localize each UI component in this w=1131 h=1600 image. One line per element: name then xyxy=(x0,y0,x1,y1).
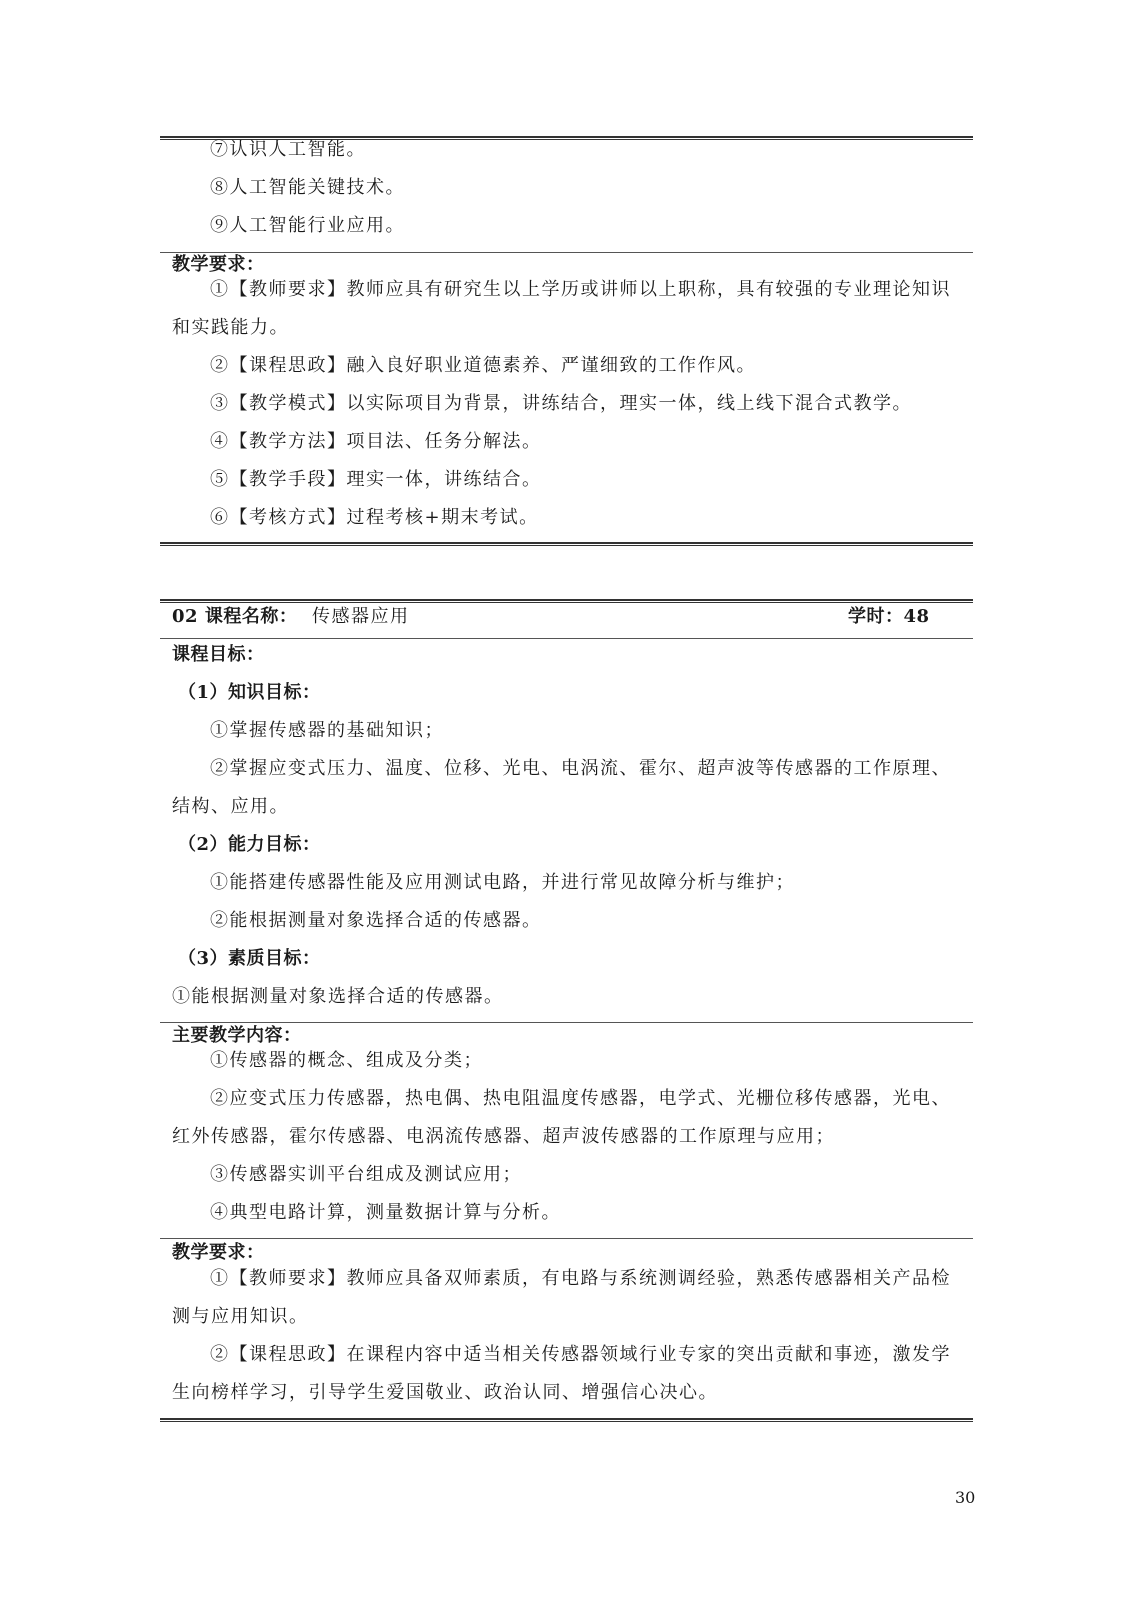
table-bottom-border xyxy=(160,542,973,546)
ability-goal-2: ②能根据测量对象选择合适的传感器。 xyxy=(210,910,542,931)
content-item-8: ⑧人工智能关键技术。 xyxy=(210,177,405,198)
knowledge-goals-heading: （1）知识目标： xyxy=(178,682,321,703)
course-name: 传感器应用 xyxy=(312,606,410,627)
requirement-1-line1: ①【教师要求】教师应具有研究生以上学历或讲师以上职称，具有较强的专业理论知识 xyxy=(210,279,951,300)
requirement-3: ③【教学模式】以实际项目为背景，讲练结合，理实一体，线上线下混合式教学。 xyxy=(210,393,912,414)
ability-goals-heading: （2）能力目标： xyxy=(178,834,321,855)
content-item-1: ①传感器的概念、组成及分类； xyxy=(210,1050,483,1071)
knowledge-goal-2-line2: 结构、应用。 xyxy=(172,796,289,817)
content-item-3: ③传感器实训平台组成及测试应用； xyxy=(210,1164,522,1185)
teaching-requirements-heading: 教学要求： xyxy=(172,254,265,275)
content-item-7: ⑦认识人工智能。 xyxy=(210,139,366,160)
course-hours: 学时：48 xyxy=(848,606,930,627)
page-number: 30 xyxy=(955,1488,976,1507)
ability-goal-1: ①能搭建传感器性能及应用测试电路，并进行常见故障分析与维护； xyxy=(210,872,795,893)
requirement-2: ②【课程思政】融入良好职业道德素养、严谨细致的工作作风。 xyxy=(210,355,756,376)
section-divider xyxy=(160,1238,973,1239)
requirement-5: ⑤【教学手段】理实一体，讲练结合。 xyxy=(210,469,542,490)
requirement-1-line2: 测与应用知识。 xyxy=(172,1306,309,1327)
requirement-6: ⑥【考核方式】过程考核+期末考试。 xyxy=(210,507,539,528)
content-item-2-line1: ②应变式压力传感器，热电偶、热电阻温度传感器，电学式、光栅位移传感器，光电、 xyxy=(210,1088,951,1109)
content-item-9: ⑨人工智能行业应用。 xyxy=(210,215,405,236)
section-divider xyxy=(160,638,973,639)
course-goals-heading: 课程目标： xyxy=(172,644,265,665)
requirement-1-line1: ①【教师要求】教师应具备双师素质，有电路与系统测调经验，熟悉传感器相关产品检 xyxy=(210,1268,951,1289)
content-item-2-line2: 红外传感器，霍尔传感器、电涡流传感器、超声波传感器的工作原理与应用； xyxy=(172,1126,835,1147)
table-top-border xyxy=(160,599,973,603)
table-bottom-border xyxy=(160,1418,973,1422)
knowledge-goal-1: ①掌握传感器的基础知识； xyxy=(210,720,444,741)
requirement-2-line2: 生向榜样学习，引导学生爱国敬业、政治认同、增强信心决心。 xyxy=(172,1382,718,1403)
requirement-2-line1: ②【课程思政】在课程内容中适当相关传感器领域行业专家的突出贡献和事迹，激发学 xyxy=(210,1344,951,1365)
knowledge-goal-2-line1: ②掌握应变式压力、温度、位移、光电、电涡流、霍尔、超声波等传感器的工作原理、 xyxy=(210,758,951,779)
content-item-4: ④典型电路计算，测量数据计算与分析。 xyxy=(210,1202,561,1223)
main-content-heading: 主要教学内容： xyxy=(172,1025,302,1046)
teaching-requirements-heading: 教学要求： xyxy=(172,1242,265,1263)
course-name-label: 02 课程名称： xyxy=(172,606,298,627)
quality-goals-heading: （3）素质目标： xyxy=(178,948,321,969)
section-divider xyxy=(160,252,973,253)
requirement-4: ④【教学方法】项目法、任务分解法。 xyxy=(210,431,542,452)
quality-goal-1: ①能根据测量对象选择合适的传感器。 xyxy=(172,986,504,1007)
section-divider xyxy=(160,1022,973,1023)
requirement-1-line2: 和实践能力。 xyxy=(172,317,289,338)
